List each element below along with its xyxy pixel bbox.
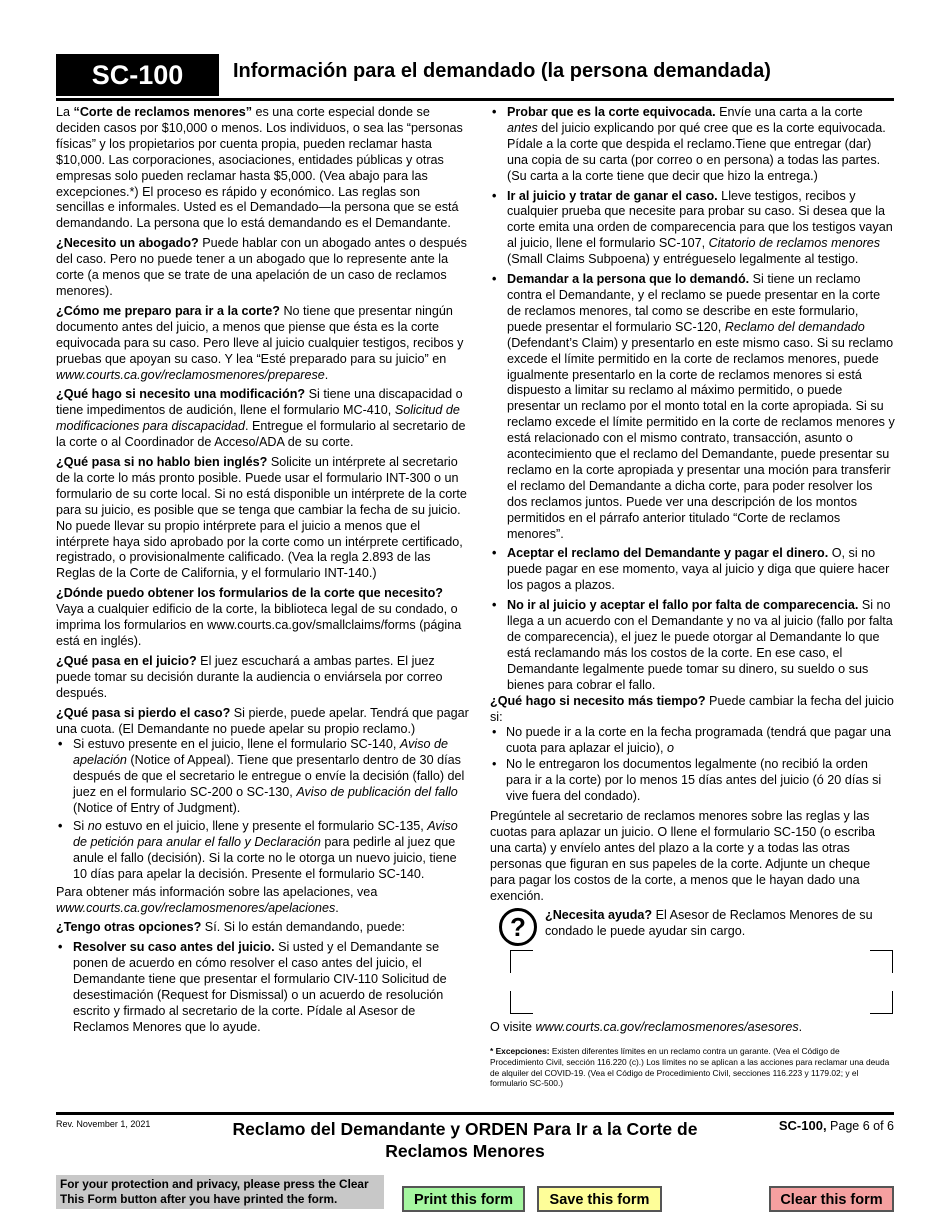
exceptions-text: Existen diferentes límites en un reclamo contra un garante. (Vea el Código de Procedimiento Civil, sección 116.220 (c).) Los límites no se aplican a las acciones para reclamar una deuda de alquiler del COVID-19. (Vea el Código de Procedimiento Civil, secciones 116.223 y 1179.02; y el formulario SC-500.) bbox=[490, 1046, 890, 1089]
option-accept-title: Aceptar el reclamo del Demandante y pagar el dinero. bbox=[507, 546, 829, 561]
intro-text-cont: es una corte especial donde se deciden casos por $10,000 o menos. Los individuos, o sea las “personas físicas” y los propietarios por cuenta propia, pueden reclamar hasta $10,000. Las corporaciones, asociaciones, entidades públicas y otras empresas solo pueden reclamar hasta $5,000. (Vea abajo para las excepciones.*) El proceso es rápido y económico. Las reglas son sencillas e informales. Usted es el Demandado—la persona que se está demandando. La persona que lo está demandando es el Demandante. bbox=[56, 105, 463, 231]
bullet-icon: • bbox=[492, 725, 497, 740]
appeals-text: Para obtener más información sobre las apelaciones, vea bbox=[56, 884, 378, 899]
bullet-text-end: para pedirle al juez que anule el fallo (decisión). Si la corte no le otorga un nuevo juicio, tiene 10 días para apelar la decisión. Presente el formulario SC-140. bbox=[73, 834, 457, 881]
prepare-answer: No tiene que presentar ningún documento antes del juicio, a menos que piense que ésta es la corte equivocada para su caso. Pero lleve al juicio cualquier testigos, recibos y pruebas que apoyan su caso. Y lea “Esté preparado para su juicio” en bbox=[56, 303, 464, 366]
help-section bbox=[490, 908, 895, 948]
trial-answer: El juez escuchará a ambas partes. El juez puede tomar su decisión durante la audiencia o enviársela por correo después. bbox=[56, 653, 443, 700]
page-number bbox=[779, 1118, 894, 1133]
accommodation-answer: Si tiene una discapacidad o tiene impedimentos de audición, llene el formulario MC-410, bbox=[56, 387, 463, 418]
lose-section bbox=[56, 706, 469, 738]
form-code-badge: SC-100 bbox=[56, 54, 219, 96]
advisors-link[interactable]: www.courts.ca.gov/reclamosmenores/asesores bbox=[535, 1020, 799, 1035]
english-question: ¿Qué pasa si no hablo bien inglés? bbox=[56, 455, 268, 470]
help-answer: El Asesor de Reclamos Menores de su condado le puede ayudar sin cargo. bbox=[545, 908, 873, 939]
right-column bbox=[490, 105, 895, 1089]
option-default-text: Si no llega a un acuerdo con el Demandante y no va al juicio (fallo por falta de comparecencia), el juez le puede otorgar al Demandante lo que está reclamando más los costos de la corte. En ese caso, el Demandante legalmente puede tomar su dinero, su sueldo o sus bienes para cobrar el fallo. bbox=[507, 598, 893, 692]
option-countersue bbox=[490, 272, 895, 542]
option-countersue-form-name: Reclamo del demandado bbox=[724, 319, 865, 334]
bullet-form-name: Aviso de petición para anular el fallo y Declaración bbox=[73, 818, 458, 849]
bullet-icon: • bbox=[492, 598, 497, 613]
more-time-answer: Puede cambiar la fecha del juicio si: bbox=[490, 693, 894, 724]
lawyer-answer: Puede hablar con un abogado antes o después del caso. Pero no puede tener a un abogado que lo represente ante la corte (a menos que se trate de una apelación de un caso de reclamos menores). bbox=[56, 236, 467, 298]
intro-text: La bbox=[56, 105, 74, 119]
exceptions-label: * Excepciones: bbox=[490, 1046, 550, 1057]
appeals-end: . bbox=[335, 900, 339, 915]
bullet-text-cont: estuvo en el juicio, llene y presente el formulario SC-135, bbox=[101, 818, 428, 833]
appeal-bullet-absent bbox=[56, 819, 469, 883]
forms-question: ¿Dónde puedo obtener los formularios de la corte que necesito? bbox=[56, 586, 443, 601]
bullet-text-end: (Notice of Entry of Judgment). bbox=[73, 801, 241, 816]
english-section bbox=[56, 455, 469, 582]
options-question: ¿Tengo otras opciones? bbox=[56, 920, 202, 935]
help-question: ¿Necesita ayuda? bbox=[545, 908, 653, 923]
ask-clerk-paragraph: Pregúntele al secretario de reclamos menores sobre las reglas y las cuotas para aplazar un juicio. O llene el formulario SC-150 (o escriba una carta) y envíelo antes del plazo a la corte y a todas las otras personas que figuran en sus papeles de la corte. Adjunte un cheque para pagar los costos de la corte, a menos que le hayan dado una exención. bbox=[490, 808, 876, 903]
header-divider bbox=[56, 98, 894, 101]
footer-divider bbox=[56, 1112, 894, 1115]
page-label: Page 6 of 6 bbox=[826, 1119, 894, 1133]
option-countersue-text: Si tiene un reclamo contra el Demandante, y el reclamo se puede presentar en la corte de reclamos menores, tal como se describe en este formulario, puede presentar el formulario SC-120, bbox=[507, 272, 881, 334]
bullet-emphasis: o bbox=[667, 741, 675, 756]
bullet-icon: • bbox=[58, 737, 63, 752]
bullet-text-cont: (Notice of Appeal). Tiene que presentarlo dentro de 30 días después de que el secretario le entregue o envíe la decisión (fallo) del juez en el formulario SC-200 o SC-130, bbox=[73, 753, 465, 800]
box-corner bbox=[870, 950, 893, 973]
option-go-to-trial bbox=[490, 189, 895, 269]
privacy-notice: For your protection and privacy, please press the Clear This Form button after you have printed the form. bbox=[56, 1175, 384, 1209]
local-advisor-box bbox=[490, 950, 895, 1014]
page-title: Información para el demandado (la persona demandada) bbox=[233, 60, 771, 82]
option-wrong-court-emphasis: antes bbox=[507, 120, 538, 135]
more-time-question: ¿Qué hago si necesito más tiempo? bbox=[490, 693, 706, 708]
option-default-title: No ir al juicio y aceptar el fallo por falta de comparecencia. bbox=[507, 598, 859, 613]
save-form-button[interactable]: Save this form bbox=[537, 1186, 662, 1212]
footer-form-code: SC-100, bbox=[778, 1118, 827, 1133]
footer-title-line-1: Reclamo del Demandante y ORDEN Para Ir a la Corte de bbox=[232, 1119, 698, 1139]
options-section bbox=[56, 920, 469, 936]
visit-end: . bbox=[798, 1020, 803, 1035]
print-form-button[interactable]: Print this form bbox=[402, 1186, 525, 1212]
option-countersue-title: Demandar a la persona que lo demandó. bbox=[507, 272, 750, 287]
option-accept-text: O, si no puede pagar en ese momento, vaya al juicio y diga que quiere hacer los pagos a plazos. bbox=[507, 546, 890, 593]
option-wrong-court bbox=[490, 105, 895, 185]
prepare-link[interactable]: www.courts.ca.gov/reclamosmenores/preparese bbox=[56, 367, 325, 382]
clear-form-button[interactable]: Clear this form bbox=[769, 1186, 894, 1212]
bullet-text: No puede ir a la corte en la fecha programada (tendrá que pagar una cuota para aplazar el juicio), bbox=[506, 725, 892, 756]
english-answer: Solicite un intérprete al secretario de la corte lo más pronto posible. Puede usar el formulario INT-300 o un formulario de su corte local. Si no está disponible un intérprete de la corte para su juicio, es posible que se tenga que cambiar la fecha de su juicio. No puede llevar su propio intérprete para el juicio a menos que el intérprete haya sido aprobado por la corte como un intérprete certificado, registrado, o provisionalmente calificado. (Vea la regla 2.893 de las Reglas de la Corte de California, y el formulario INT-140.) bbox=[56, 455, 467, 581]
question-mark-icon: ? bbox=[499, 908, 537, 946]
footer-title-line-2: Reclamos Menores bbox=[385, 1141, 545, 1161]
accommodation-answer-cont: . Entregue el formulario al secretario de la corte o al Coordinador de Acceso/ADA de su corte. bbox=[56, 419, 466, 450]
prepare-section bbox=[56, 304, 469, 384]
option-wrong-court-text-cont: del juicio explicando por qué cree que es la corte equivocada. Pídale a la corte que despida el reclamo.Tiene que entregar (dar) una copia de su carta (por correo o en persona) a todas las partes. (Su carta a la corte tiene que decir que hizo la entrega.) bbox=[507, 120, 886, 183]
prepare-end: . bbox=[324, 367, 329, 382]
prepare-question: ¿Cómo me preparo para ir a la corte? bbox=[56, 303, 280, 318]
forms-section bbox=[56, 586, 469, 650]
option-go-to-trial-text-cont: (Small Claims Subpoena) y entrégueselo legalmente al testigo. bbox=[507, 252, 859, 267]
more-time-section bbox=[490, 694, 895, 726]
bullet-text: Si estuvo presente en el juicio, llene el formulario SC-140, bbox=[73, 737, 400, 752]
visit-line bbox=[490, 1020, 895, 1036]
bullet-text: Si bbox=[73, 818, 88, 833]
bullet-icon: • bbox=[58, 818, 63, 833]
bullet-emphasis: no bbox=[87, 818, 102, 833]
forms-answer: Vaya a cualquier edificio de la corte, la biblioteca legal de su condado, o imprima los formularios en www.courts.ca.gov/smallclaims/forms (página está en inglés). bbox=[56, 602, 462, 648]
box-corner bbox=[510, 950, 533, 973]
option-settle-title: Resolver su caso antes del juicio. bbox=[73, 940, 275, 955]
revision-date: Rev. November 1, 2021 bbox=[56, 1119, 151, 1129]
bullet-icon: • bbox=[492, 272, 497, 287]
visit-text: O visite bbox=[490, 1020, 536, 1035]
exceptions-footnote bbox=[490, 1046, 895, 1088]
trial-section bbox=[56, 654, 469, 702]
accommodation-form-name: Solicitud de modificaciones para discapacidad bbox=[56, 403, 460, 434]
option-default bbox=[490, 598, 895, 693]
bullet-icon: • bbox=[492, 188, 497, 203]
more-time-bullet-1 bbox=[490, 725, 895, 757]
accommodation-question: ¿Qué hago si necesito una modificación? bbox=[56, 387, 306, 402]
bullet-text: No le entregaron los documentos legalmente (no recibió la orden para ir a la corte) por lo menos 15 días antes del juicio (ó 20 días si vive fuera del condado). bbox=[506, 757, 882, 804]
options-answer: Sí. Si lo están demandando, puede: bbox=[201, 920, 406, 935]
box-corner bbox=[870, 991, 893, 1014]
lose-question: ¿Qué pasa si pierdo el caso? bbox=[56, 705, 231, 720]
lawyer-question: ¿Necesito un abogado? bbox=[56, 236, 199, 251]
trial-question: ¿Qué pasa en el juicio? bbox=[56, 653, 197, 668]
box-corner bbox=[510, 991, 533, 1014]
accommodation-section bbox=[56, 387, 469, 451]
bullet-form-name: Aviso de apelación bbox=[73, 737, 448, 768]
bullet-icon: • bbox=[492, 546, 497, 561]
option-countersue-text-cont: (Defendant’s Claim) y presentarlo en este mismo caso. Si su reclamo excede el límite permitido en la corte de reclamos menores, puede igualmente presentarlo en la corte de reclamos menores si está dispuesto a limitar su reclamo al máximo permitido, o puede presentar un reclamo por el monto total en la corte apropiada. Si su reclamo excede el límite permitido en la corte de reclamos menores y está relacionado con el mismo contrato, transacción, asunto o acontecimiento que el reclamo del Demandante, puede presentar su reclamo en la corte apropiada y presentar una moción para transferir el reclamo del Demandante a dicha corte, para poder resolver los dos reclamos juntos. Puede ver una descripción de los montos permitidos en el párrafo anterior titulado “Corte de reclamos menores”. bbox=[507, 335, 895, 541]
appeals-link[interactable]: www.courts.ca.gov/reclamosmenores/apelaciones bbox=[56, 900, 336, 915]
appeal-bullet-present bbox=[56, 737, 469, 817]
footer-title bbox=[200, 1118, 730, 1162]
bullet-icon: • bbox=[58, 940, 63, 955]
more-time-bullet-2 bbox=[490, 757, 895, 805]
option-go-to-trial-text: Lleve testigos, recibos y cualquier prueba que necesite para probar su caso. Si desea que la corte emita una orden de comparecencia para que los testigos vayan al juicio, llene el formulario SC-107, bbox=[507, 188, 893, 251]
lawyer-section bbox=[56, 236, 469, 300]
option-wrong-court-title: Probar que es la corte equivocada. bbox=[507, 105, 716, 119]
lose-answer: Si pierde, puede apelar. Tendrá que pagar una cuota. (El Demandante no puede apelar su propio reclamo.) bbox=[56, 705, 469, 736]
option-go-to-trial-form-name: Citatorio de reclamos menores bbox=[708, 236, 881, 251]
option-wrong-court-text: Envíe una carta a la corte bbox=[715, 105, 863, 119]
option-go-to-trial-title: Ir al juicio y tratar de ganar el caso. bbox=[507, 188, 718, 203]
left-column bbox=[56, 105, 469, 1040]
option-accept bbox=[490, 546, 895, 594]
option-settle-text: Si usted y el Demandante se ponen de acuerdo en cómo resolver el caso antes del juicio, el Demandante tiene que presentar el formulario CIV-110 Solicitud de desestimación (Request for Dismissal) o un acuerdo de resolución escrito y firmado al secretario de la corte. Pídale al Asesor de Reclamos Menores que lo ayude. bbox=[73, 940, 447, 1034]
appeals-info bbox=[56, 885, 469, 917]
bullet-form-name-2: Aviso de publicación del fallo bbox=[296, 785, 458, 800]
intro-bold: “Corte de reclamos menores” bbox=[73, 105, 252, 119]
option-settle bbox=[56, 940, 469, 1035]
intro-paragraph bbox=[56, 105, 469, 232]
bullet-icon: • bbox=[492, 105, 497, 119]
bullet-icon: • bbox=[492, 757, 497, 772]
